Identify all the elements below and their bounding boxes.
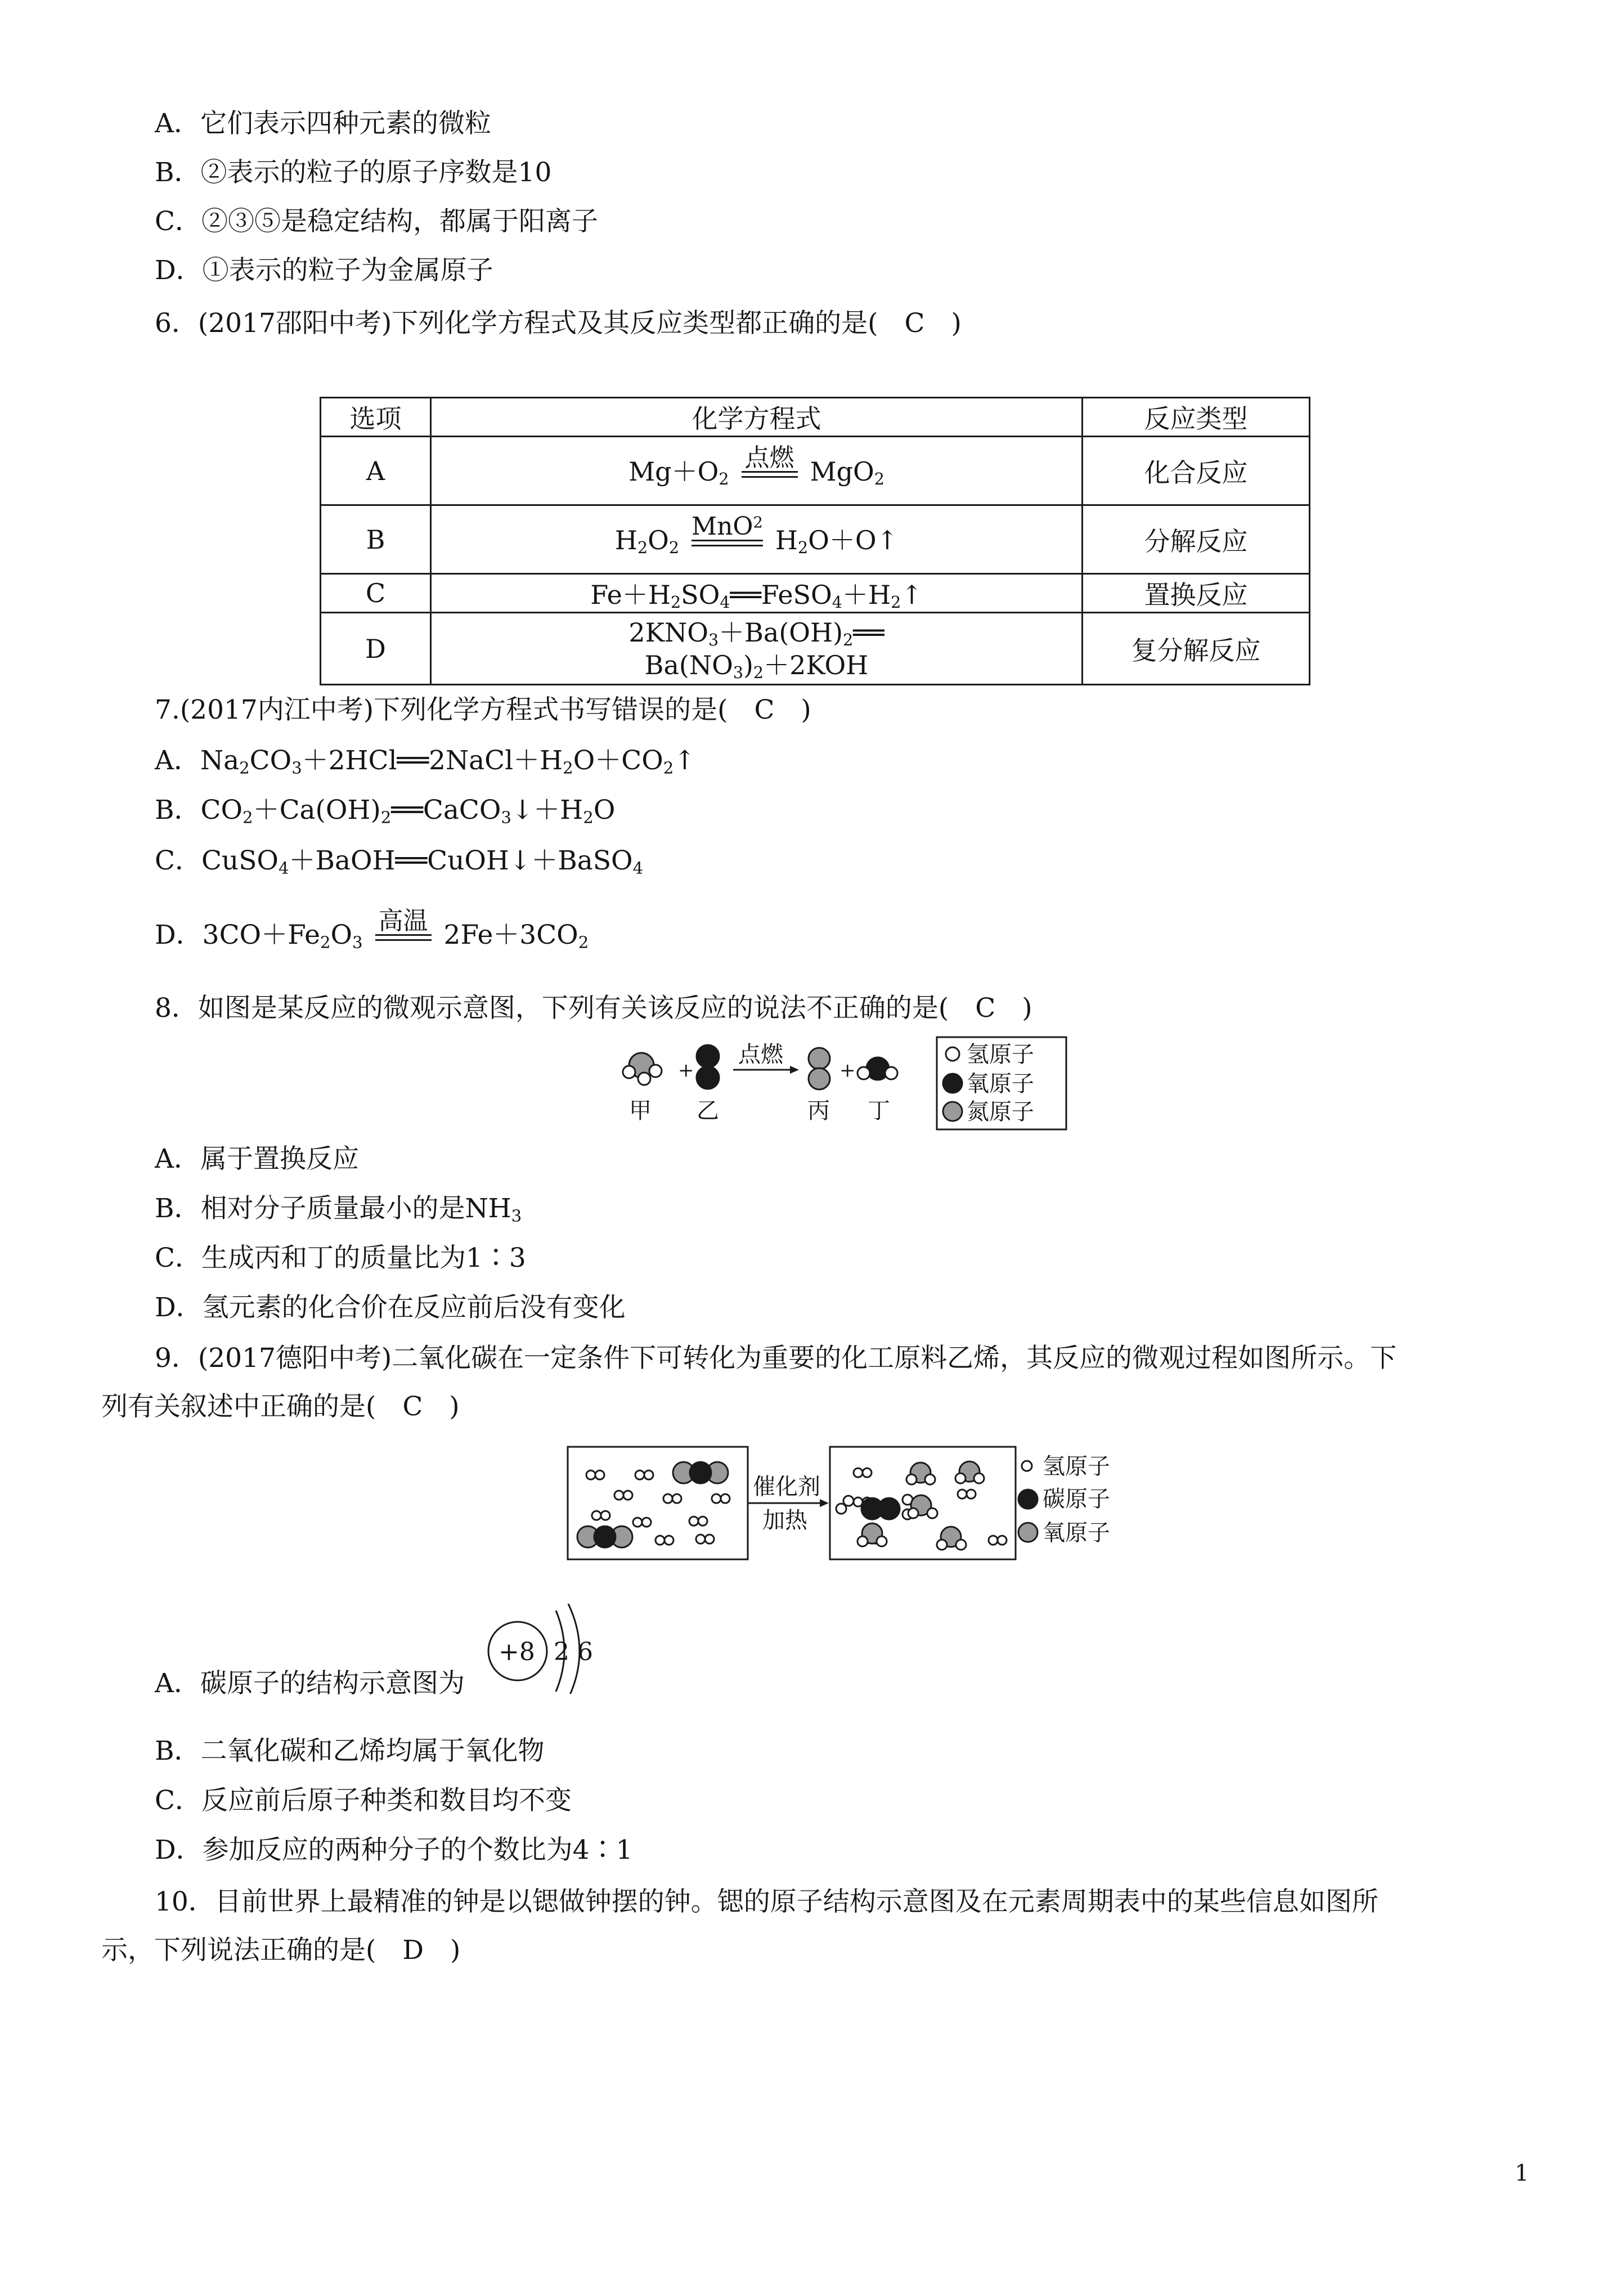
q9-legend-c-label: 碳原子 xyxy=(1043,1486,1110,1512)
q7-option-d: D．$3CO+Fe_2O_3$ 高温 $2Fe+3CO_2$ xyxy=(155,907,589,952)
q8-jia-h-atom xyxy=(649,1065,662,1077)
row-c-type: 置换反应 xyxy=(1083,574,1310,613)
q9-atom-shells: 2 6 xyxy=(554,1638,593,1666)
row-a-equation: $Mg+O_2$ 点燃 MgO$_2$ xyxy=(431,437,1083,505)
q9-option-d: D．参加反应的两种分子的个数比为4∶1 xyxy=(155,1835,633,1866)
q9-legend-o-icon xyxy=(1018,1523,1038,1542)
q8-bing-n-atom xyxy=(809,1048,830,1069)
q9-arrowhead xyxy=(820,1499,829,1507)
row-b-option: B xyxy=(321,505,431,574)
svg-text:+: + xyxy=(678,1059,694,1082)
q8-legend-o-label: 氧原子 xyxy=(967,1071,1034,1097)
q9-option-c: C．反应前后原子种类和数目均不变 xyxy=(155,1785,572,1816)
q6-stem: 6．(2017邵阳中考)下列化学方程式及其反应类型都正确的是( C ) xyxy=(155,308,962,339)
q8-yi-o-atom xyxy=(697,1045,719,1068)
q9-option-b: B．二氧化碳和乙烯均属于氧化物 xyxy=(155,1736,545,1766)
q8-reaction-diagram xyxy=(613,1033,1075,1134)
q9-ethylene-carbon xyxy=(878,1498,900,1519)
table-row-b xyxy=(321,505,1310,574)
q8-condition: 点燃 xyxy=(738,1042,783,1068)
q10-line2: 示，下列说法正确的是( D ) xyxy=(101,1935,461,1966)
q9-cond-bottom: 加热 xyxy=(762,1508,807,1533)
q8-option-b: B．相对分子质量最小的是$NH_3$ xyxy=(155,1193,522,1226)
q8-option-b-text: B．相对分子质量最小的是NH xyxy=(155,1193,511,1224)
q8-legend-o-icon xyxy=(943,1074,962,1093)
q9-option-a: A．碳原子的结构示意图为 xyxy=(155,1668,465,1699)
q8-arrowhead xyxy=(790,1066,799,1074)
row-c-equation: $Fe+H_2SO_4══FeSO_4+H_2$ ↑ xyxy=(431,574,1083,613)
q8-label-yi: 乙 xyxy=(697,1098,719,1124)
row-a-option: A xyxy=(321,437,431,505)
q7-stem: 7.(2017内江中考)下列化学方程式书写错误的是( C ) xyxy=(155,694,811,725)
page-number: 1 xyxy=(1515,2160,1529,2186)
q6-options-table xyxy=(320,397,1310,685)
table-row-c xyxy=(321,574,1310,613)
row-d-type: 复分解反应 xyxy=(1083,613,1310,685)
q8-ding-h-atom xyxy=(885,1067,897,1079)
q8-jia-h-atom xyxy=(623,1066,635,1078)
q8-label-jia: 甲 xyxy=(629,1098,652,1124)
row-b-type: 分解反应 xyxy=(1083,505,1310,574)
row-b-condition: MnO$^2$ xyxy=(691,512,763,541)
q8-stem: 8．如图是某反应的微观示意图，下列有关该反应的说法不正确的是( C ) xyxy=(155,993,1032,1024)
row-c-option: C xyxy=(321,574,431,613)
q5-option-b: B．②表示的粒子的原子序数是10 xyxy=(155,157,552,188)
row-a-type: 化合反应 xyxy=(1083,437,1310,505)
table-header-row xyxy=(321,398,1310,437)
q9-legend-c-icon xyxy=(1018,1490,1038,1509)
q8-option-a: A．属于置换反应 xyxy=(155,1143,359,1174)
q9-atom-structure-diagram xyxy=(484,1598,619,1694)
q8-legend-h-label: 氢原子 xyxy=(967,1042,1034,1068)
table-row-a xyxy=(321,437,1310,505)
q9-cond-top: 催化剂 xyxy=(753,1474,820,1500)
q8-legend-n-icon xyxy=(943,1102,962,1121)
row-d-option: D xyxy=(321,613,431,685)
row-b-equation: $H_2O_2$ MnO$^2$ $H_2O+O$ ↑ xyxy=(431,505,1083,574)
q8-label-ding: 丁 xyxy=(868,1098,890,1124)
row-a-condition: 点燃 xyxy=(744,443,794,472)
row-d-equation: $2KNO_3+Ba(OH)_2══$ $Ba(NO_3)_2+2KOH$ xyxy=(431,613,1083,685)
q5-option-c: C．②③⑤是稳定结构，都属于阳离子 xyxy=(155,206,598,237)
q7-option-b: B．$CO_2+Ca(OH)_2══CaCO_3↓+H_2O$ xyxy=(155,795,616,827)
q9-stem-line1: 9．(2017德阳中考)二氧化碳在一定条件下可转化为重要的化工原料乙烯，其反应的微观过程如图所示。下 xyxy=(155,1343,1397,1374)
q9-legend-h-icon xyxy=(1022,1461,1032,1471)
q8-label-bing: 丙 xyxy=(807,1098,830,1124)
q8-bing-n-atom xyxy=(809,1068,830,1089)
q8-yi-o-atom xyxy=(697,1066,719,1089)
q5-option-a: A．它们表示四种元素的微粒 xyxy=(155,108,491,139)
q8-option-d: D．氢元素的化合价在反应前后没有变化 xyxy=(155,1292,626,1323)
q8-option-c: C．生成丙和丁的质量比为1∶3 xyxy=(155,1243,526,1273)
q8-legend-n-label: 氮原子 xyxy=(967,1099,1034,1125)
table-header-type: 反应类型 xyxy=(1083,398,1310,437)
q9-left-co2-carbon xyxy=(594,1526,616,1548)
svg-text:+: + xyxy=(839,1059,856,1082)
table-row-d xyxy=(321,613,1310,685)
q9-atom-nucleus: +8 xyxy=(499,1638,535,1666)
q7-option-a: A．$Na_2CO_3+2HCl══2NaCl+H_2O+CO_2$ ↑ xyxy=(155,744,696,778)
q8-ding-h-atom xyxy=(857,1067,870,1079)
table-header-equation: 化学方程式 xyxy=(431,398,1083,437)
q8-legend-h-icon xyxy=(946,1047,959,1061)
q9-stem-line2: 列有关叙述中正确的是( C ) xyxy=(101,1391,460,1422)
q9-legend-h-label: 氢原子 xyxy=(1043,1454,1110,1479)
q9-legend-o-label: 氧原子 xyxy=(1043,1520,1110,1546)
q9-left-co2-carbon xyxy=(690,1462,711,1483)
table-header-option: 选项 xyxy=(321,398,431,437)
q8-jia-h-atom xyxy=(638,1073,650,1085)
q7-option-c: C．CuSO$_4$＋BaOH══CuOH↓＋BaSO$_4$ xyxy=(155,845,644,878)
q5-option-d: D．①表示的粒子为金属原子 xyxy=(155,255,493,286)
q10-line1: 10．目前世界上最精准的钟是以锶做钟摆的钟。锶的原子结构示意图及在元素周期表中的某些信息如图所 xyxy=(155,1886,1378,1917)
q7-d-condition: 高温 xyxy=(378,907,428,935)
q9-reaction-diagram xyxy=(565,1443,1148,1564)
